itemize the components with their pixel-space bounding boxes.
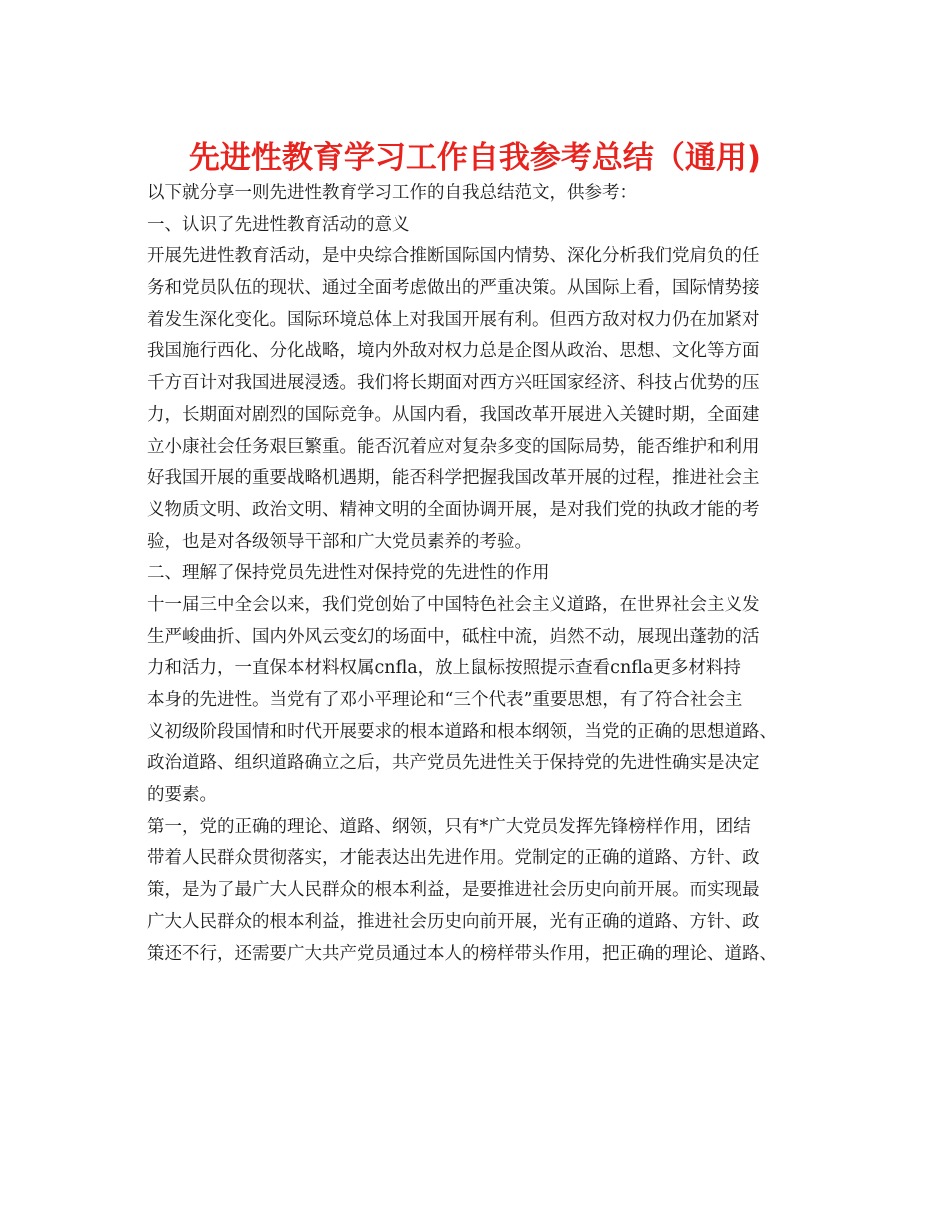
text-line: 政治道路、组织道路确立之后，共产党员先进性关于保持党的先进性确实是决定 — [147, 753, 760, 774]
text-line: 以下就分享一则先进性教育学习工作的自我总结范文，供参考： — [147, 183, 637, 203]
text-line: 开展先进性教育活动，是中央综合推断国际国内情势、深化分析我们党肩负的任 — [147, 246, 760, 267]
document-title: 先进性教育学习工作自我参考总结（通用) — [188, 140, 762, 176]
text-line: 着发生深化变化。国际环境总体上对我国开展有利。但西方敌对权力仍在加紧对 — [147, 309, 760, 330]
text-line: 义物质文明、政治文明、精神文明的全面协调开展，是对我们党的执政才能的考 — [147, 499, 760, 520]
text-line: 务和党员队伍的现状、通过全面考虑做出的严重决策。从国际上看，国际情势接 — [147, 278, 760, 299]
text-line: 本身的先进性。当党有了邓小平理论和“三个代表”重要思想，有了符合社会主 — [147, 690, 743, 710]
text-line: 十一届三中全会以来，我们党创始了中国特色社会主义道路，在世界社会主义发 — [147, 594, 760, 615]
text-line: 策还不行，还需要广大共产党员通过本人的榜样带头作用，把正确的理论、道路、 — [147, 943, 777, 964]
text-line: 力和活力，一直保本材料权属cnfla，放上鼠标按照提示查看cnfla更多材料持 — [147, 658, 741, 679]
text-line: 生严峻曲折、国内外风云变幻的场面中，砥柱中流，岿然不动，展现出蓬勃的活 — [147, 626, 760, 647]
section-heading-2: 二、理解了保持党员先进性对保持党的先进性的作用 — [147, 563, 550, 584]
text-line: 广大人民群众的根本利益，推进社会历史向前开展，光有正确的道路、方针、政 — [147, 911, 760, 932]
text-line: 我国施行西化、分化战略，境内外敌对权力总是企图从政治、思想、文化等方面 — [147, 341, 760, 362]
text-line: 策，是为了最广大人民群众的根本利益，是要推进社会历史向前开展。而实现最 — [147, 880, 760, 901]
text-line: 验，也是对各级领导干部和广大党员素养的考验。 — [147, 531, 532, 552]
document-body — [147, 178, 817, 970]
text-line: 力，长期面对剧烈的国际竞争。从国内看，我国改革开展进入关键时期，全面建 — [147, 404, 760, 425]
section-heading-1: 一、认识了先进性教育活动的意义 — [147, 214, 410, 235]
text-line: 第一，党的正确的理论、道路、纲领，只有*广大党员发挥先锋榜样作用，团结 — [147, 816, 751, 837]
text-line: 好我国开展的重要战略机遇期，能否科学把握我国改革开展的过程，推进社会主 — [147, 468, 760, 489]
text-line: 千方百计对我国进展浸透。我们将长期面对西方兴旺国家经济、科技占优势的压 — [147, 373, 760, 394]
text-line: 义初级阶段国情和时代开展要求的根本道路和根本纲领，当党的正确的思想道路、 — [147, 721, 777, 742]
text-line: 立小康社会任务艰巨繁重。能否沉着应对复杂多变的国际局势，能否维护和利用 — [147, 436, 760, 457]
text-line: 带着人民群众贯彻落实，才能表达出先进作用。党制定的正确的道路、方针、政 — [147, 848, 760, 869]
text-line: 的要素。 — [147, 785, 217, 806]
